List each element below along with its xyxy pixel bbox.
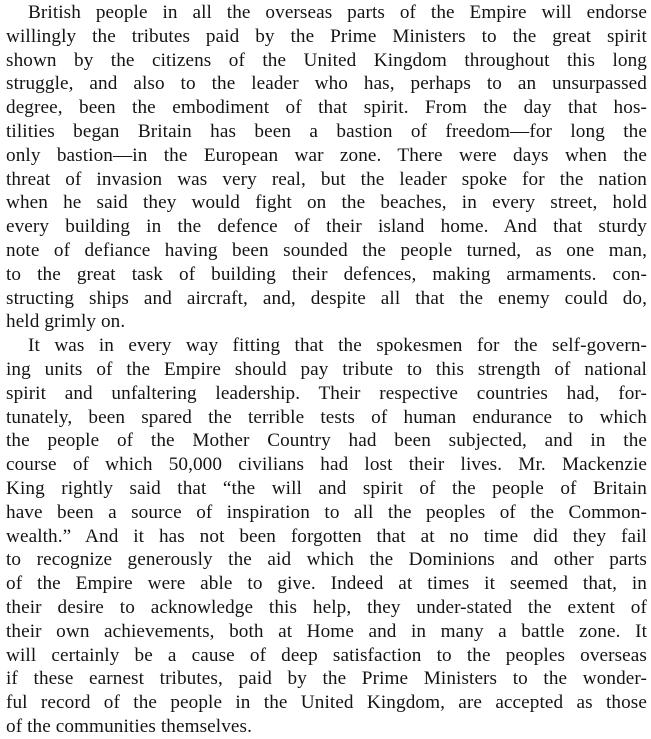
text-line: the people of the Mother Country had been subjected, and in the (6, 430, 647, 452)
document-page (6, 0, 647, 739)
text-line: if these earnest tributes, paid by the Prime Ministers to the wonder- (6, 668, 647, 690)
text-line: to recognize generously the aid which the Dominions and other parts (6, 549, 647, 571)
text-line: have been a source of inspiration to all the peoples of the Common- (6, 501, 647, 523)
text-line: struggle, and also to the leader who has, perhaps to an unsurpassed (6, 73, 647, 95)
text-line: King rightly said that “the will and spirit of the people of Britain (6, 477, 647, 499)
text-line: every building in the defence of their island home. And that sturdy (6, 216, 647, 238)
text-line: will certainly be a cause of deep satisfaction to the peoples overseas (6, 644, 647, 666)
text-line: to the great task of building their defences, making armaments. con- (6, 263, 647, 285)
paragraph-2 (6, 334, 647, 739)
text-line: tunately, been spared the terrible tests of human endurance to which (6, 406, 647, 428)
text-line: their desire to acknowledge this help, they under-stated the extent of (6, 596, 647, 618)
text-line: their own achievements, both at Home and in many a battle zone. It (6, 620, 647, 642)
text-line: British people in all the overseas parts of the Empire will endorse (28, 2, 647, 23)
text-line: shown by the citizens of the United Kingdom throughout this long (6, 49, 647, 71)
text-line: held grimly on. (6, 311, 126, 333)
text-line: It was in every way fitting that the spokesmen for the self-govern- (28, 335, 647, 357)
text-line: only bastion—in the European war zone. There were days when the (6, 144, 647, 166)
text-line: tilities began Britain has been a bastion of freedom—for long the (6, 120, 647, 142)
text-line: ful record of the people in the United Kingdom, are accepted as those (6, 692, 647, 714)
text-line: of the communities themselves. (6, 715, 252, 737)
text-line: spirit and unfaltering leadership. Their respective countries had, for- (6, 382, 647, 404)
text-line: note of defiance having been sounded the people turned, as one man, (6, 239, 647, 261)
text-line: course of which 50,000 civilians had lost their lives. Mr. Mackenzie (6, 454, 647, 476)
text-line: when he said they would fight on the beaches, in every street, hold (6, 192, 647, 214)
text-line: ing units of the Empire should pay tribute to this strength of national (6, 358, 647, 380)
text-line: willingly the tributes paid by the Prime Ministers to the great spirit (6, 25, 647, 47)
text-line: of the Empire were able to give. Indeed at times it seemed that, in (6, 573, 647, 595)
text-line: structing ships and aircraft, and, despite all that the enemy could do, (6, 287, 647, 309)
text-line: degree, been the embodiment of that spirit. From the day that hos- (6, 97, 647, 119)
paragraph-1 (6, 1, 647, 334)
text-line: wealth.” And it has not been forgotten that at no time did they fail (6, 525, 647, 547)
text-line: threat of invasion was very real, but the leader spoke for the nation (6, 168, 647, 190)
